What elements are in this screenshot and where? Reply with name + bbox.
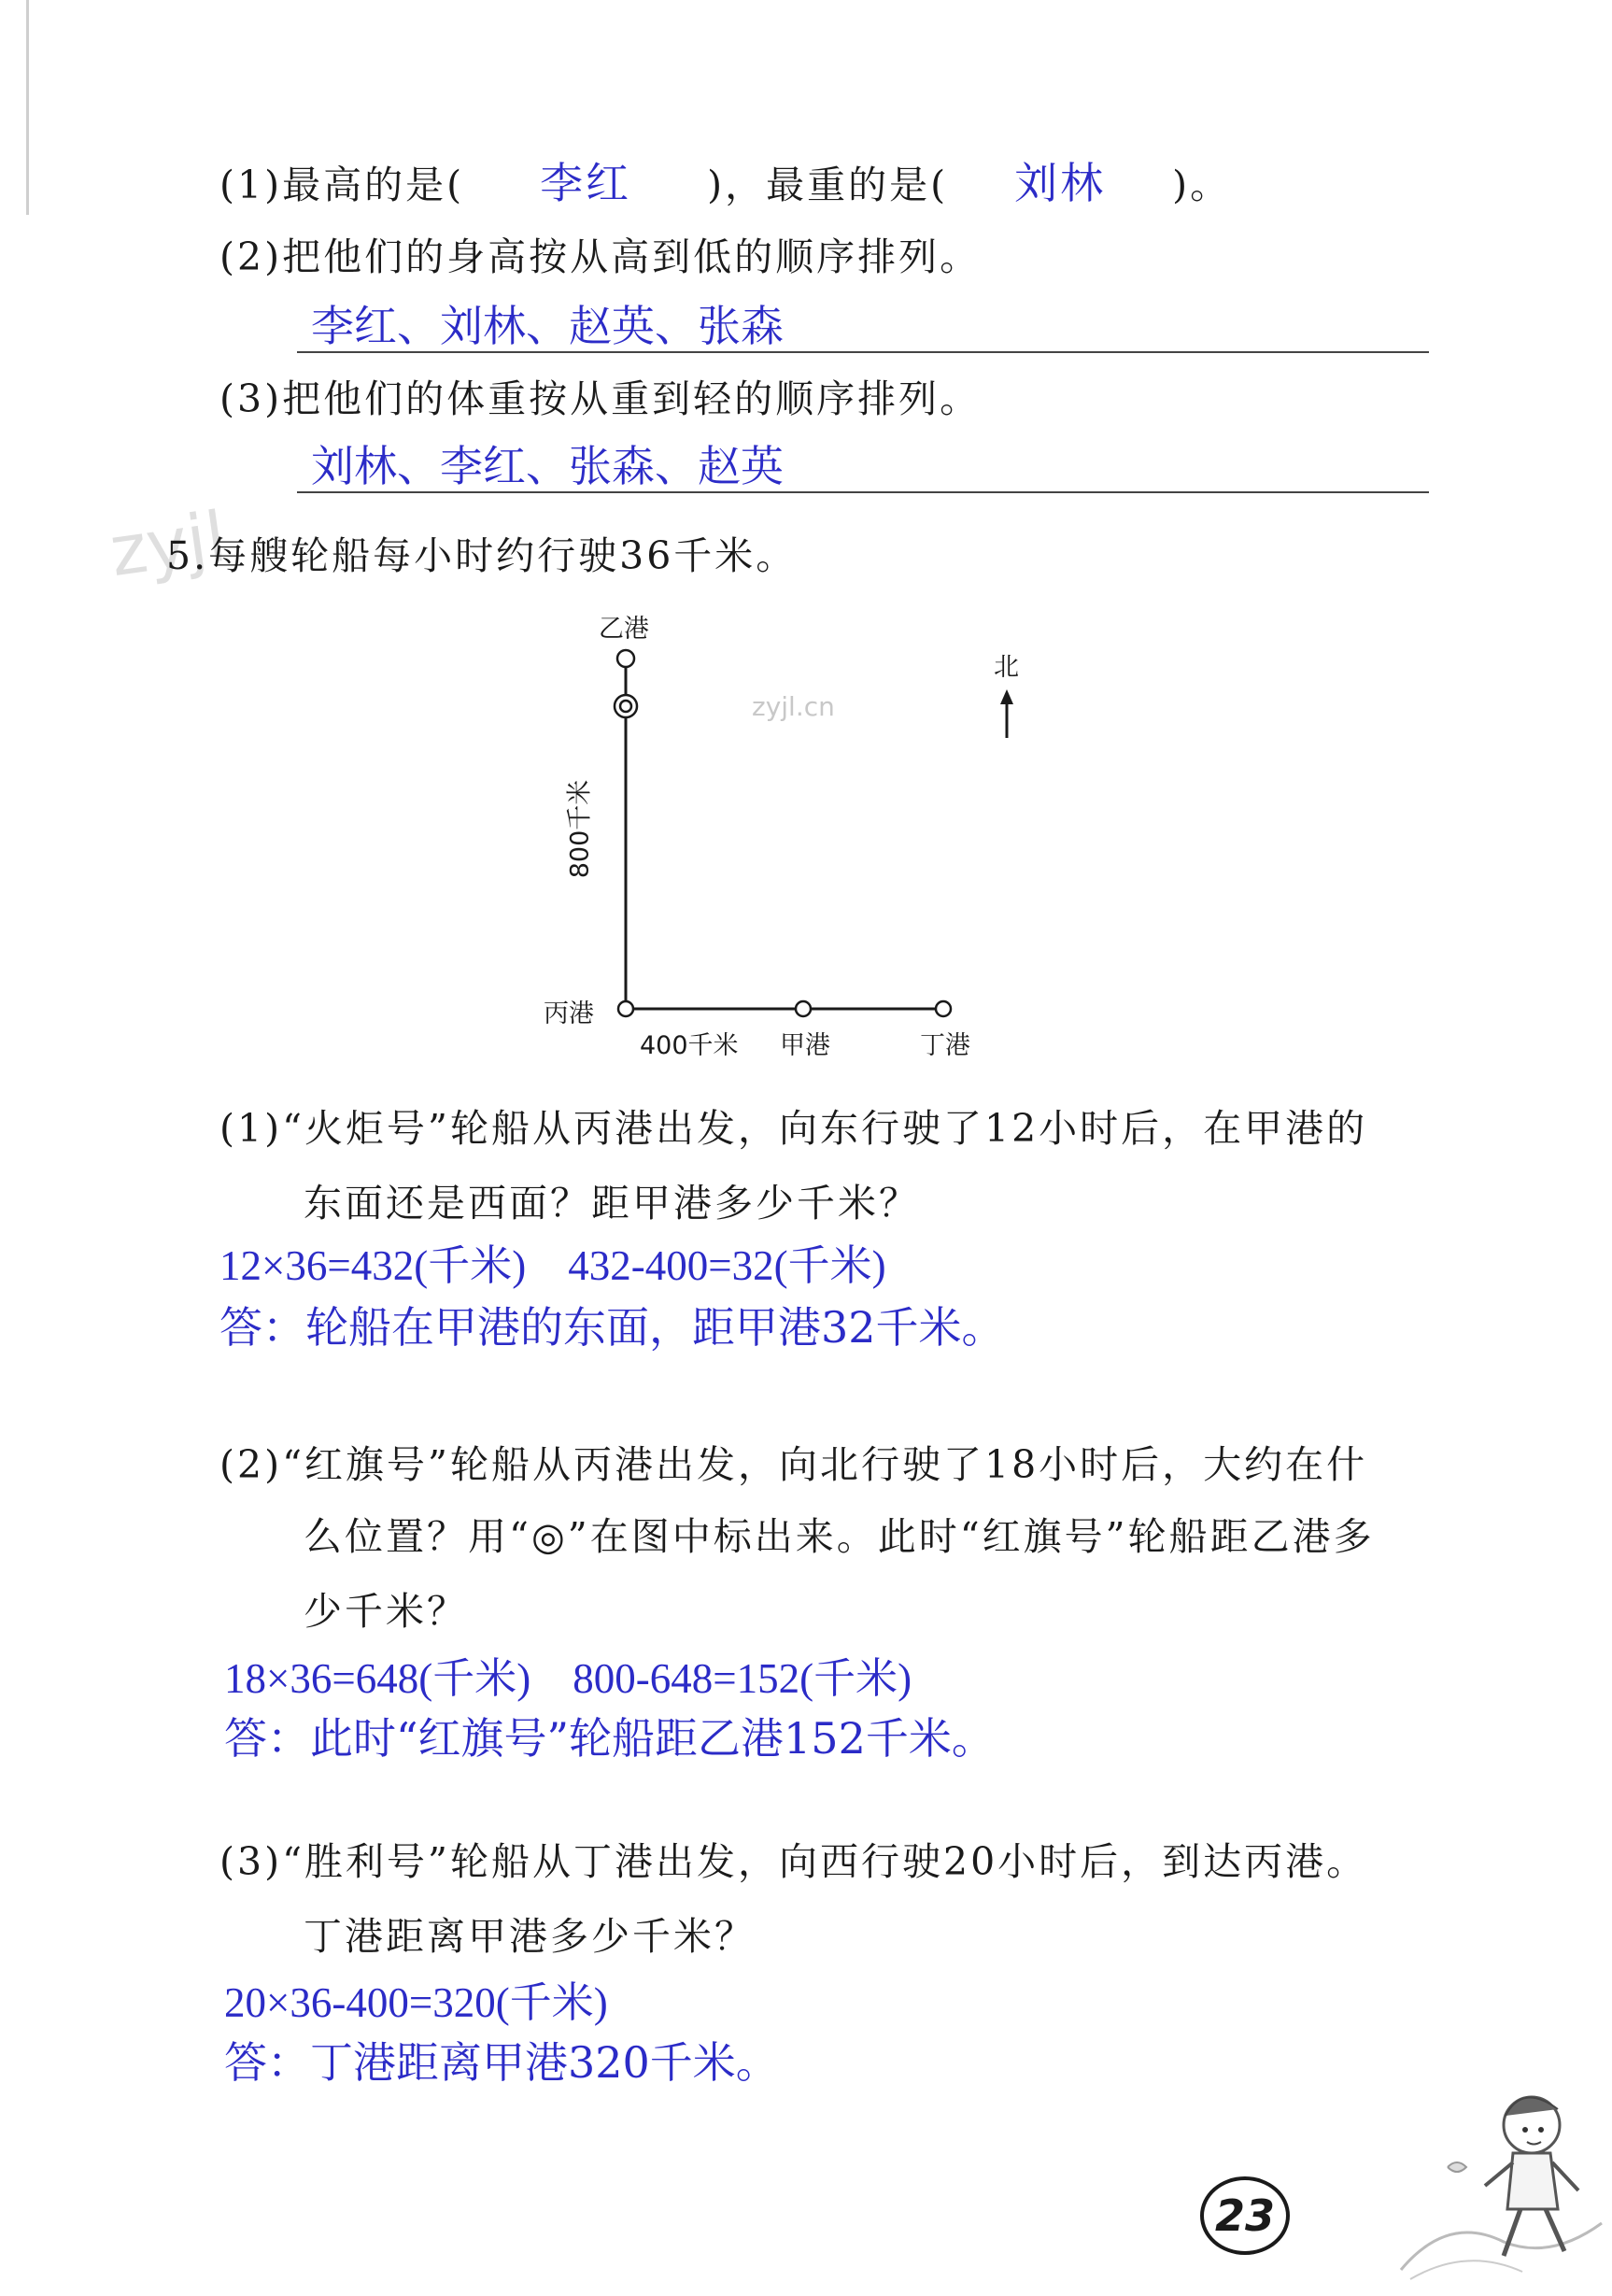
q5-part3-answer: 答：丁港距离甲港320千米。: [224, 2037, 779, 2088]
port-jia-marker: [796, 1001, 811, 1016]
watermark-small: zyjl.cn: [752, 691, 835, 722]
hongqi-position-marker-inner: [620, 701, 631, 712]
q5-part1-line2: 东面还是西面？距甲港多少千米？: [304, 1181, 920, 1226]
label-north: 北: [994, 653, 1019, 682]
q5-title: 5.每艘轮船每小时约行驶36千米。: [166, 533, 798, 578]
boy-running-illustration: [1392, 2055, 1606, 2289]
q5-part2-line2: 么位置？用“◎”在图中标出来。此时“红旗号”轮船距乙港多: [304, 1514, 1375, 1559]
label-dist-vertical: 800千米: [565, 779, 595, 879]
q4-answer-heaviest: 刘林: [1014, 158, 1107, 208]
q5-part2-answer: 答：此时“红旗号”轮船距乙港152千米。: [224, 1713, 995, 1764]
watermark-large: zyjl: [105, 496, 232, 593]
q4-part2-answer: 李红、刘林、赵英、张森: [311, 301, 784, 351]
q5-part1-answer: 答：轮船在甲港的东面，距甲港32千米。: [219, 1302, 1005, 1353]
q5-part2-line3: 少千米？: [304, 1589, 468, 1634]
label-port-bing: 丙港: [544, 999, 594, 1028]
q4-part3-question: (3)把他们的体重按从重到轻的顺序排列。: [219, 376, 982, 421]
q5-part1-calculation: 12×36=432(千米) 432-400=32(千米): [219, 1242, 886, 1289]
q4-part2-question: (2)把他们的身高按从高到低的顺序排列。: [219, 234, 982, 279]
q4-answer-tallest: 李红: [540, 158, 632, 208]
q5-part3-line2: 丁港距离甲港多少千米？: [304, 1914, 756, 1959]
q4-part1-suffix: )。: [1172, 163, 1232, 207]
q4-part3-answer: 刘林、李红、张森、赵英: [311, 441, 784, 491]
q5-part3-line1: (3)“胜利号”轮船从丁港出发，向西行驶20小时后，到达丙港。: [219, 1839, 1368, 1884]
port-yi-marker: [617, 650, 634, 667]
label-port-yi: 乙港: [599, 615, 649, 644]
port-bing-marker: [618, 1001, 633, 1016]
north-arrow-head: [1000, 689, 1013, 704]
q5-part2-calculation: 18×36=648(千米) 800-648=152(千米): [224, 1655, 912, 1702]
port-ding-marker: [936, 1001, 951, 1016]
q5-part3-calculation: 20×36-400=320(千米): [224, 1979, 608, 2026]
page-number: 23: [1200, 2176, 1290, 2255]
q5-part1-line1: (1)“火炬号”轮船从丙港出发，向东行驶了12小时后，在甲港的: [219, 1106, 1368, 1151]
label-dist-horizontal: 400千米: [640, 1031, 739, 1060]
q5-part2-line1: (2)“红旗号”轮船从丙港出发，向北行驶了18小时后，大约在什: [219, 1442, 1368, 1487]
q4-part1-prefix: (1)最高的是(: [219, 163, 465, 207]
label-port-jia: 甲港: [780, 1031, 830, 1060]
label-port-ding: 丁港: [920, 1031, 970, 1060]
port-map-diagram: [0, 0, 1612, 1084]
q4-part1-mid: )，最重的是(: [707, 163, 949, 207]
